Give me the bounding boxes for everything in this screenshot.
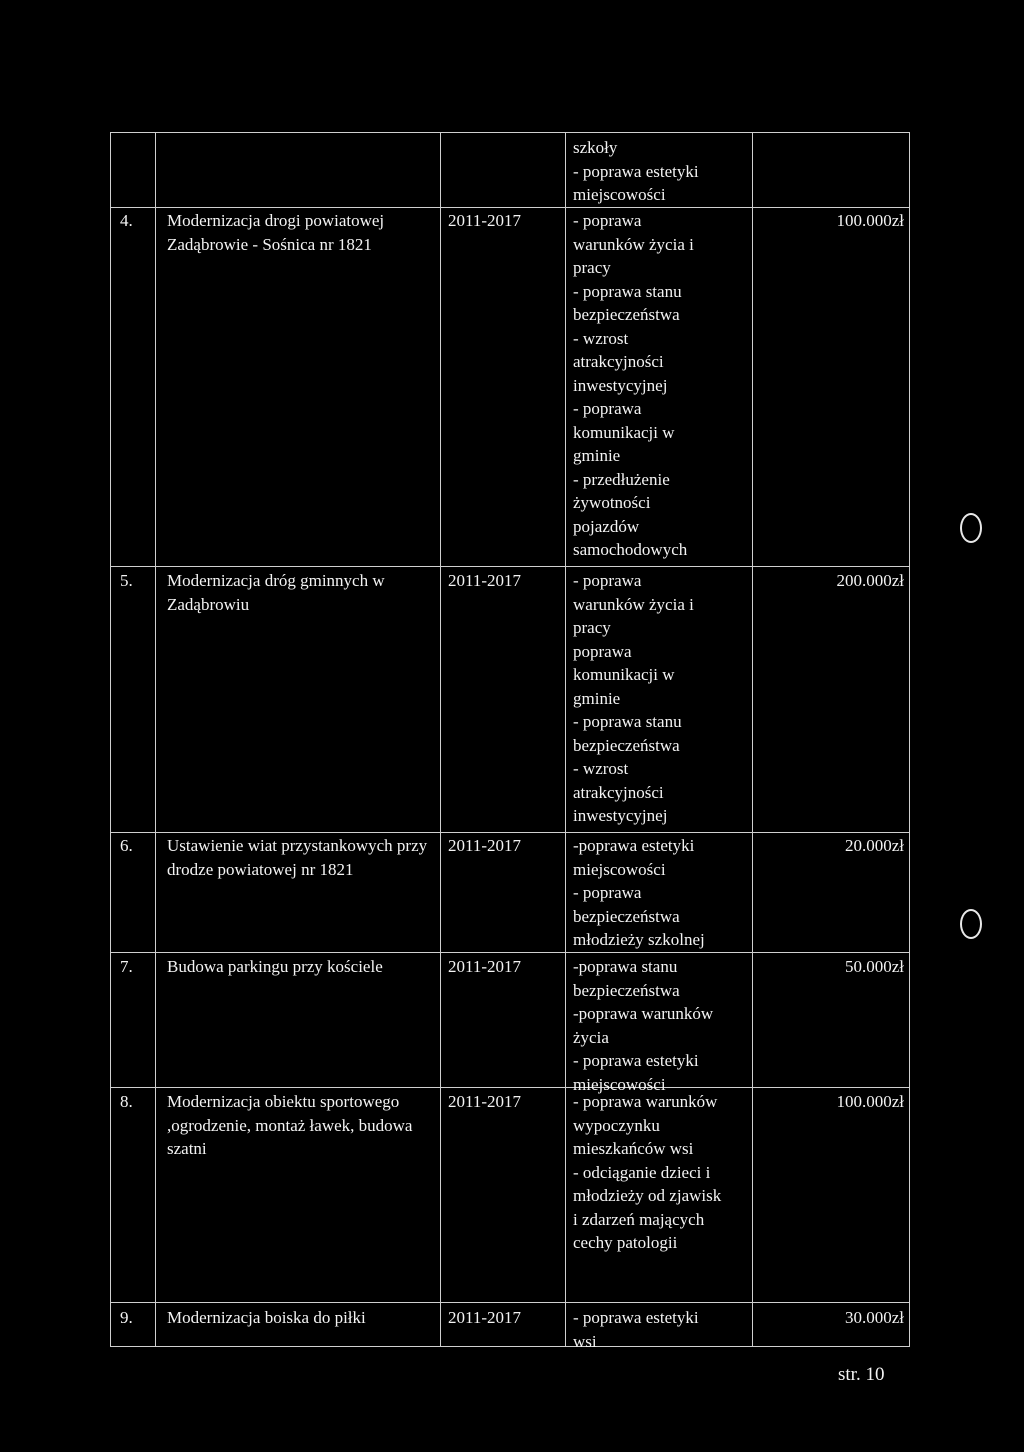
table-cell-lp: 9.: [120, 1308, 133, 1327]
table-cell-lp: 8.: [120, 1092, 133, 1111]
table-cell-years: 2011-2017: [448, 1308, 522, 1327]
table-cell-effects: - poprawa estetyki wsi: [573, 1308, 699, 1351]
table-cell-lp: 7.: [120, 957, 133, 976]
table-cell-amount: 100.000zł: [836, 211, 904, 230]
table-cell-description: Modernizacja drogi powiatowej Zadąbrowie - Sośnica nr 1821: [167, 211, 385, 254]
table-top-border: [110, 132, 910, 133]
column-border: [752, 132, 753, 1347]
row-separator: [110, 832, 910, 833]
column-border: [155, 132, 156, 1347]
row-separator: [110, 207, 910, 208]
table-cell-amount: 50.000zł: [844, 957, 904, 976]
table-cell-lp: 6.: [120, 836, 133, 855]
table-cell-amount: 100.000zł: [836, 1092, 904, 1111]
table-cell-description: Modernizacja obiektu sportowego ,ogrodzenie, montaż ławek, budowa szatni: [167, 1092, 413, 1158]
table-cell-years: 2011-2017: [448, 1092, 522, 1111]
table-cell-years: 2011-2017: [448, 571, 522, 590]
table-cell-effects: szkoły - poprawa estetyki miejscowości: [573, 138, 699, 204]
table-cell-years: 2011-2017: [448, 957, 522, 976]
row-separator: [110, 1302, 910, 1303]
table-cell-effects: - poprawa warunków wypoczynku mieszkańców wsi - odciąganie dzieci i młodzieży od zjawisk i zdarzeń mających cechy patologii: [573, 1092, 722, 1252]
punch-hole-mark: [960, 909, 982, 939]
row-separator: [110, 952, 910, 953]
column-border: [565, 132, 566, 1347]
table-cell-effects: - poprawa warunków życia i pracy - poprawa stanu bezpieczeństwa - wzrost atrakcyjności inwestycyjnej - poprawa komunikacji w gminie - przedłużenie żywotności pojazdów samochodowych: [573, 211, 694, 559]
table-cell-years: 2011-2017: [448, 211, 522, 230]
table-cell-description: Ustawienie wiat przystankowych przy drodze powiatowej nr 1821: [167, 836, 428, 879]
table-cell-description: Budowa parkingu przy kościele: [167, 957, 383, 976]
table-cell-amount: 30.000zł: [844, 1308, 904, 1327]
column-border: [909, 132, 910, 1347]
punch-hole-mark: [960, 513, 982, 543]
table-cell-amount: 200.000zł: [836, 571, 904, 590]
table-cell-amount: 20.000zł: [844, 836, 904, 855]
table-bottom-border: [110, 1346, 910, 1347]
page-number: str. 10: [838, 1364, 885, 1385]
column-border: [440, 132, 441, 1347]
row-separator: [110, 1087, 910, 1088]
table-cell-effects: -poprawa estetyki miejscowości - poprawa bezpieczeństwa młodzieży szkolnej: [573, 836, 705, 949]
row-separator: [110, 566, 910, 567]
table-cell-description: Modernizacja boiska do piłki: [167, 1308, 366, 1327]
table-cell-years: 2011-2017: [448, 836, 522, 855]
table-cell-lp: 5.: [120, 571, 133, 590]
table-cell-effects: - poprawa warunków życia i pracy poprawa komunikacji w gminie - poprawa stanu bezpieczeństwa - wzrost atrakcyjności inwestycyjnej: [573, 571, 694, 825]
table-cell-description: Modernizacja dróg gminnych w Zadąbrowiu: [167, 571, 385, 614]
table-cell-lp: 4.: [120, 211, 133, 230]
table-cell-effects: -poprawa stanu bezpieczeństwa -poprawa warunków życia - poprawa estetyki miejscowości: [573, 957, 714, 1094]
column-border: [110, 132, 111, 1347]
